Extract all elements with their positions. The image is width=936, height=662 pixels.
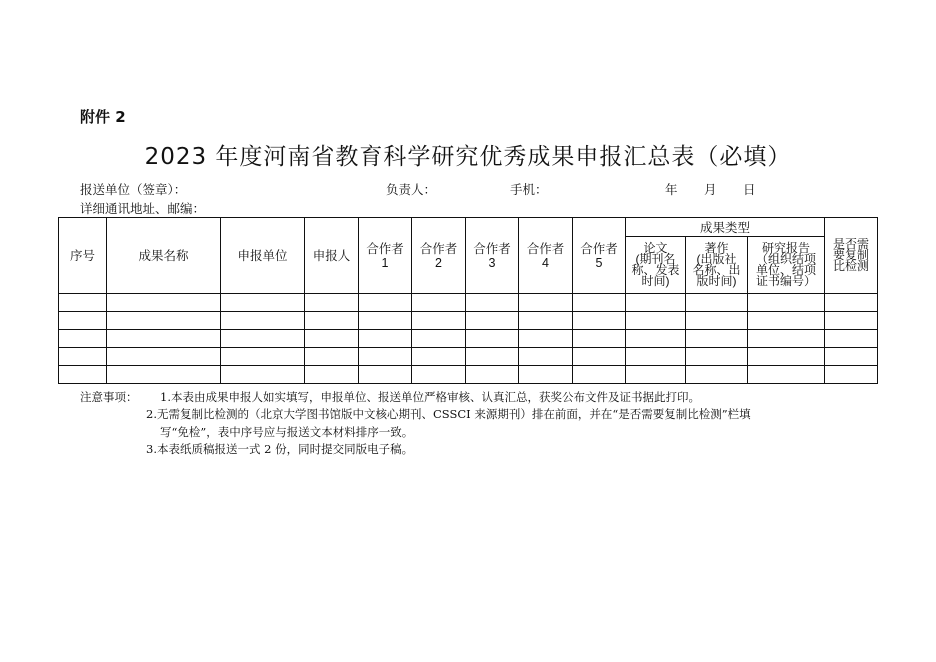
table-cell[interactable] xyxy=(221,366,305,384)
table-cell[interactable] xyxy=(59,366,107,384)
page-title: 2023 年度河南省教育科学研究优秀成果申报汇总表（必填） xyxy=(144,144,792,170)
header-type-report: 研究报告 （组织结项 单位、结项 证书编号） xyxy=(748,237,825,294)
table-cell[interactable] xyxy=(825,294,878,312)
phone-label: 手机： xyxy=(510,182,548,197)
table-cell[interactable] xyxy=(412,348,466,366)
header-coauthor-3: 合作者 3 xyxy=(466,218,519,294)
table-row xyxy=(59,330,878,348)
table-cell[interactable] xyxy=(107,330,221,348)
table-cell[interactable] xyxy=(305,366,359,384)
summary-table xyxy=(58,217,878,384)
table-cell[interactable] xyxy=(825,330,878,348)
table-cell[interactable] xyxy=(519,366,573,384)
note-item-2: 2.无需复制比检测的（北京大学图书馆版中文核心期刊、CSSCI 来源期刊）排在前面，并在“是否需要复制比检测”栏填 xyxy=(146,407,751,421)
header-seq: 序号 xyxy=(59,218,107,294)
table-cell[interactable] xyxy=(573,366,626,384)
table-cell[interactable] xyxy=(359,348,412,366)
table-cell[interactable] xyxy=(305,294,359,312)
unit-label: 报送单位（签章）： xyxy=(80,182,187,197)
table-cell[interactable] xyxy=(59,312,107,330)
table-cell[interactable] xyxy=(466,348,519,366)
table-cell[interactable] xyxy=(825,312,878,330)
table-cell[interactable] xyxy=(748,348,825,366)
header-unit: 申报单位 xyxy=(221,218,305,294)
header-coauthor-4: 合作者 4 xyxy=(519,218,573,294)
table-cell[interactable] xyxy=(573,294,626,312)
table-cell[interactable] xyxy=(305,312,359,330)
responsible-label: 负责人： xyxy=(386,182,437,197)
table-cell[interactable] xyxy=(686,330,748,348)
table-cell[interactable] xyxy=(519,330,573,348)
header-coauthor-1: 合作者 1 xyxy=(359,218,412,294)
table-cell[interactable] xyxy=(305,330,359,348)
table-cell[interactable] xyxy=(305,348,359,366)
table-cell[interactable] xyxy=(107,366,221,384)
table-cell[interactable] xyxy=(359,330,412,348)
table-cell[interactable] xyxy=(221,348,305,366)
attachment-label: 附件 2 xyxy=(80,108,126,126)
table-cell[interactable] xyxy=(412,312,466,330)
table-cell[interactable] xyxy=(412,294,466,312)
table-cell[interactable] xyxy=(573,348,626,366)
table-cell[interactable] xyxy=(519,312,573,330)
table-cell[interactable] xyxy=(573,330,626,348)
table-body xyxy=(59,294,878,384)
table-cell[interactable] xyxy=(825,366,878,384)
table-cell[interactable] xyxy=(359,312,412,330)
table-row xyxy=(59,348,878,366)
table-cell[interactable] xyxy=(626,348,686,366)
table-cell[interactable] xyxy=(221,312,305,330)
table-cell[interactable] xyxy=(748,330,825,348)
table-cell[interactable] xyxy=(466,330,519,348)
header-coauthor-5: 合作者 5 xyxy=(573,218,626,294)
header-applicant: 申报人 xyxy=(305,218,359,294)
table-cell[interactable] xyxy=(107,294,221,312)
table-cell[interactable] xyxy=(59,348,107,366)
header-type-group: 成果类型 xyxy=(626,218,825,237)
table-cell[interactable] xyxy=(221,330,305,348)
table-cell[interactable] xyxy=(686,294,748,312)
table-cell[interactable] xyxy=(412,366,466,384)
note-item-1: 1.本表由成果申报人如实填写，申报单位、报送单位严格审核、认真汇总，获奖公布文件及证书据此打印。 xyxy=(160,390,700,404)
table-cell[interactable] xyxy=(107,348,221,366)
table-cell[interactable] xyxy=(748,312,825,330)
table-cell[interactable] xyxy=(686,312,748,330)
date-day-label: 日 xyxy=(743,182,756,197)
table-cell[interactable] xyxy=(107,312,221,330)
table-cell[interactable] xyxy=(59,330,107,348)
table-cell[interactable] xyxy=(466,312,519,330)
table-cell[interactable] xyxy=(519,348,573,366)
header-type-book: 著作 (出版社 名称、出 版时间) xyxy=(686,237,748,294)
table-cell[interactable] xyxy=(59,294,107,312)
table-cell[interactable] xyxy=(626,312,686,330)
table-cell[interactable] xyxy=(626,330,686,348)
table-cell[interactable] xyxy=(748,294,825,312)
table-cell[interactable] xyxy=(748,366,825,384)
date-month-label: 月 xyxy=(704,182,717,197)
table-cell[interactable] xyxy=(573,312,626,330)
header-name: 成果名称 xyxy=(107,218,221,294)
note-item-2-continued: 写“免检”，表中序号应与报送文本材料排序一致。 xyxy=(160,425,414,439)
address-label: 详细通讯地址、邮编： xyxy=(80,201,206,216)
table-cell[interactable] xyxy=(359,294,412,312)
table-cell[interactable] xyxy=(626,294,686,312)
note-item-3: 3.本表纸质稿报送一式 2 份，同时提交同版电子稿。 xyxy=(146,442,414,456)
table-cell[interactable] xyxy=(412,330,466,348)
header-type-paper: 论文 (期刊名 称、发表 时间) xyxy=(626,237,686,294)
date-year-label: 年 xyxy=(665,182,678,197)
table-row xyxy=(59,294,878,312)
table-cell[interactable] xyxy=(466,294,519,312)
table-cell[interactable] xyxy=(359,366,412,384)
table-row xyxy=(59,312,878,330)
header-check: 是否需 要复制 比检测 xyxy=(825,218,878,294)
notes-heading: 注意事项： xyxy=(80,390,138,404)
table-cell[interactable] xyxy=(686,348,748,366)
header-coauthor-2: 合作者 2 xyxy=(412,218,466,294)
table-cell[interactable] xyxy=(626,366,686,384)
table-cell[interactable] xyxy=(825,348,878,366)
table-cell[interactable] xyxy=(466,366,519,384)
table-row xyxy=(59,366,878,384)
table-cell[interactable] xyxy=(221,294,305,312)
table-cell[interactable] xyxy=(686,366,748,384)
table-cell[interactable] xyxy=(519,294,573,312)
